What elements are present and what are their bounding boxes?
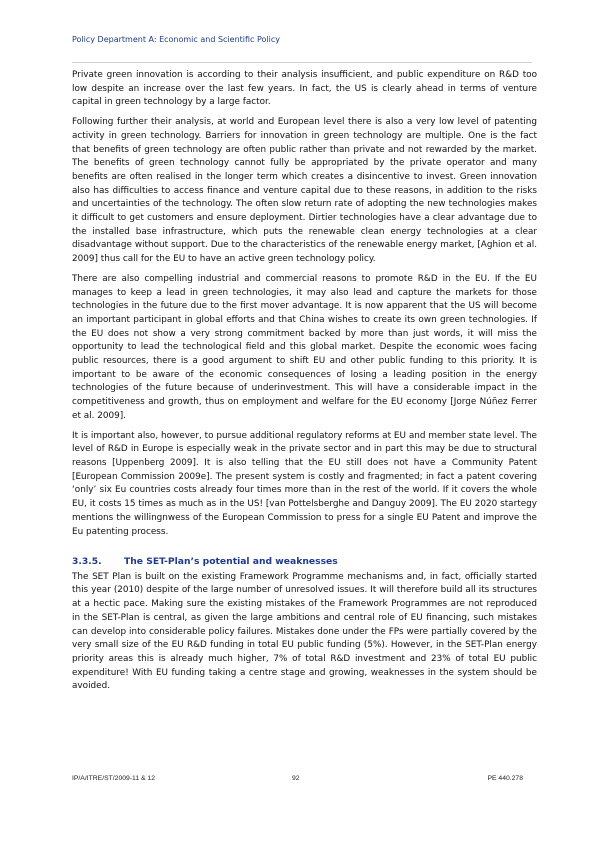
section-number: 3.3.5. bbox=[72, 556, 102, 568]
section-title: The SET-Plan’s potential and weaknesses bbox=[124, 556, 338, 568]
section-heading bbox=[72, 555, 537, 569]
paragraph-4: It is important also, however, to pursue additional regulatory reforms at EU and member state level. The level of R&D in Europe is especially weak in the private sector and in part this may be due to structural reasons [Uppenberg 2009]. It is also telling that the EU still does not have a Community Patent [European Commission 2009e]. The present system is costly and fragmented; in fact a patent covering ‘only’ six Eu countries costs already four times more than in the rest of the world. If it covers the whole EU, it costs 15 times as much as in the US! [van Pottelsberghe and Danguy 2009]. The EU 2020 startegy mentions the willingnwess of the European Commission to press for a single EU Patent and improve the Eu patenting process. bbox=[72, 430, 537, 537]
section-paragraph: The SET Plan is built on the existing Framework Programme mechanisms and, in fact, officially started this year (2010) despite of the large number of unresolved issues. It will therefore build all its structures at a hectic pace. Making sure the existing mistakes of the Framework Programmes are not reproduced in the SET-Plan is central, as given the large ambitions and central role of EU financing, such mistakes can develop into considerable policy failures. Mistakes done under the FPs were partially covered by the very small size of the EU R&D funding in total EU public funding (5%). However, in the SET-Plan energy priority areas this is already much higher, 7% of total R&D investment and 23% of total EU public expenditure! With EU funding taking a centre stage and growing, weaknesses in the system should be avoided. bbox=[72, 571, 537, 692]
paragraph-1: Private green innovation is according to their analysis insufficient, and public expenditure on R&D too low despite an increase over the last few years. In fact, the US is clearly ahead in terms of venture capital in green technology by a large factor. bbox=[72, 70, 537, 108]
paragraph-3: There are also compelling industrial and commercial reasons to promote R&D in the EU. If the EU manages to keep a lead in green technologies, it may also lead and capture the markets for those technologies in the future due to the first mover advantage. It is now apparent that the US will become an important participant in global efforts and that China wishes to create its own green technologies. If the EU does not show a very strong commitment backed by more than just words, it will miss the opportunity to lead the technological field and this global market. Despite the economic woes facing public resources, there is a good argument to shift EU and other public funding to this priority. It is important to be aware of the economic consequences of losing a leading position in the energy technologies of the future because of underinvestment. This will have a considerable impact in the competitiveness and growth, thus on employment and welfare for the EU economy [Jorge Núñez Ferrer et al. 2009]. bbox=[72, 273, 537, 421]
footer-pe-number: PE 440.278 bbox=[487, 775, 523, 782]
running-header: Policy Department A: Economic and Scientific Policy bbox=[72, 35, 280, 44]
footer-reference: IP/A/ITRE/ST/2009-11 & 12 bbox=[72, 775, 155, 782]
body-text bbox=[72, 69, 537, 700]
header-divider bbox=[72, 62, 532, 63]
page-number: 92 bbox=[292, 775, 300, 782]
paragraph-2: Following further their analysis, at world and European level there is also a very low level of patenting activity in green technology. Barriers for innovation in green technology are multiple. One is the fact that benefits of green technology are often public rather than private and not rewarded by the market. The benefits of green technology cannot fully be appropriated by the private operator and many benefits are often realised in the longer term which creates a disincentive to invest. Green innovation also has difficulties to access finance and venture capital due to these reasons, in addition to the risks and uncertainties of the technology. The often slow return rate of adopting the new technologies makes it difficult to get customers and ensure deployment. Dirtier technologies have a clear advantage due to the installed base infrastructure, which puts the renewable clean energy technologies at a clear disadvantage without support. Due to the characteristics of the renewable energy market, [Aghion et al. 2009] thus call for the EU to have an active green technology policy. bbox=[72, 117, 537, 265]
